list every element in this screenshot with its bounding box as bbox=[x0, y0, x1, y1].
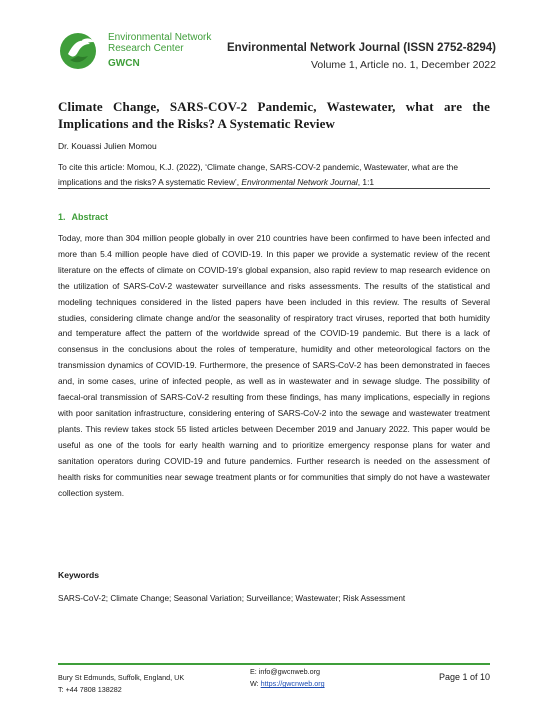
footer-contact bbox=[250, 666, 325, 690]
gwcn-logo-icon bbox=[56, 26, 112, 76]
keywords-list: SARS-CoV-2; Climate Change; Seasonal Variation; Surveillance; Wastewater; Risk Assessment bbox=[58, 594, 406, 603]
abstract-heading bbox=[58, 212, 108, 222]
org-name bbox=[108, 32, 211, 54]
footer-address-line: Bury St Edmunds, Suffolk, England, UK bbox=[58, 673, 185, 682]
footer-web-prefix: W: bbox=[250, 679, 261, 688]
footer-email: E: info@gwcnweb.org bbox=[250, 667, 321, 676]
paper-title: Climate Change, SARS-COV-2 Pandemic, Wastewater, what are the Implications and the Risks? A Systematic Review bbox=[58, 99, 490, 131]
citation-journal: Environmental Network Journal bbox=[241, 177, 358, 187]
website-link[interactable]: https://gwcnweb.org bbox=[260, 679, 325, 688]
footer-address bbox=[58, 672, 184, 696]
author: Dr. Kouassi Julien Momou bbox=[58, 141, 157, 151]
footer-divider bbox=[58, 663, 490, 665]
org-name-line2: Research Center bbox=[108, 43, 184, 54]
divider bbox=[58, 188, 490, 189]
abstract-body: Today, more than 304 million people globally in over 210 countries have been confirmed to have been infected and more than 5.4 million people have died of COVID-19. In this paper we provide a systematic review of the recent literature on the effects of climate on COVID-19’s global expansion, also rapid review to map research evidence on the utilization of SARS-CoV-2 wastewater surveillance and risks assessments. The results of the statistical and modeling techniques considered in the listed papers have been included in this review. The results of Several studies, considering climate change and/or the seasonality of respiratory tract viruses, reported that both humidity and temperature affect the pattern of the worldwide spread of the COVID-19 pandemic. But there is a lack of consensus in the conclusions about the roles of temperature, humidity and other meteorological factors on the transmission dynamics of COVID-19. Furthermore, the presence of SARS-CoV-2 has been demonstrated in faeces and, in some cases, urine of infected people, as well as in wastewater and in sewage sludge. The possibility of faecal-oral transmission of SARS-CoV-2 resulting from these findings, has many implications, especially in regions with poor sanitation infrastructure, considering entering of SARS-CoV-2 into the sewage and wastewater treatment plants. This review takes stock 55 listed articles between December 2019 and January 2022. This paper would be useful as one of the tools for early health warning and to prioritize emergency response plans for water and sanitation operators during COVID-19 and future pandemics. Further research is needed on the assessment of health risks for communities near sewage treatment plants or for communities that simply do not have a wastewater collection system. bbox=[58, 233, 490, 498]
org-abbreviation: GWCN bbox=[108, 58, 140, 69]
citation-prefix: To cite this article: Momou, K.J. (2022), ‘Climate change, SARS-COV-2 pandemic, Wastewater, what are the implications and the risks? A systematic Review’, bbox=[58, 162, 458, 187]
footer-web bbox=[250, 678, 325, 690]
keywords-heading: Keywords bbox=[58, 570, 100, 580]
citation bbox=[58, 160, 490, 190]
abstract-heading-label: Abstract bbox=[71, 212, 109, 222]
page-header bbox=[56, 26, 496, 82]
footer-phone: T: +44 7808 138282 bbox=[58, 685, 122, 694]
citation-suffix: , 1:1 bbox=[357, 177, 375, 187]
journal-title: Environmental Network Journal (ISSN 2752-8294) bbox=[226, 42, 496, 54]
journal-issue: Volume 1, Article no. 1, December 2022 bbox=[310, 59, 496, 71]
org-name-line1: Environmental Network bbox=[108, 32, 212, 43]
page-number: Page 1 of 10 bbox=[438, 672, 490, 682]
abstract-number: 1. bbox=[58, 212, 66, 222]
